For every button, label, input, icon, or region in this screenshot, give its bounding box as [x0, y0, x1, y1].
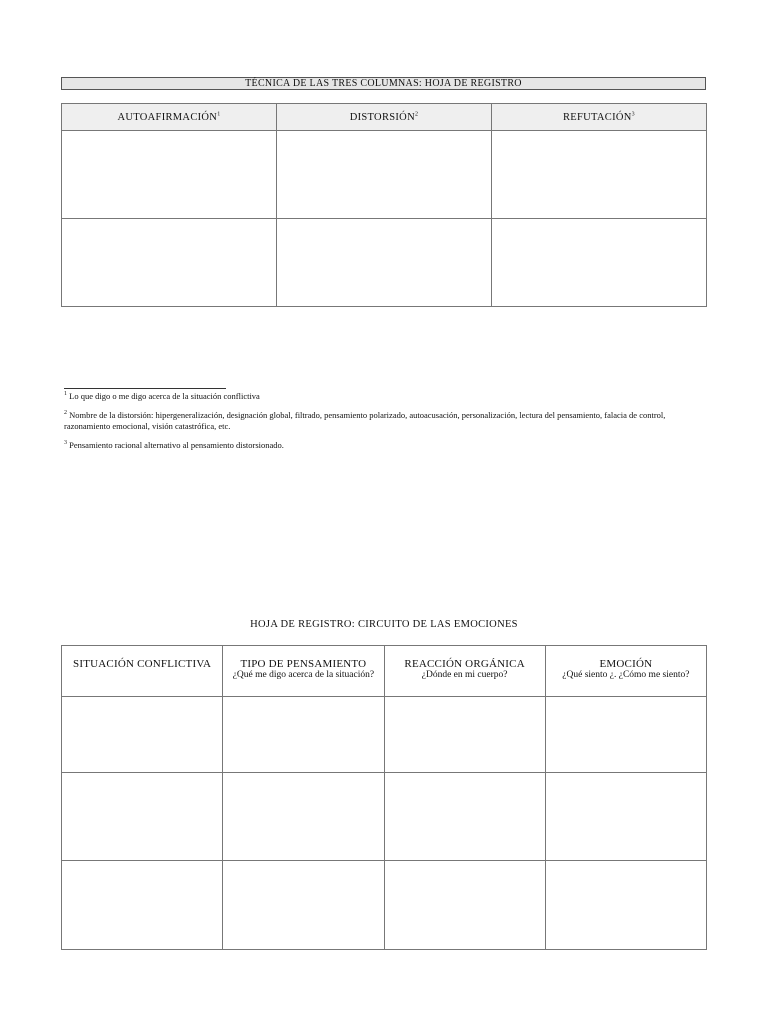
header-distorsion: DISTORSIÓN$^2$: [277, 104, 492, 131]
table2-title: HOJA DE REGISTRO: CIRCUITO DE LAS EMOCIONES: [250, 619, 518, 630]
table-row: [62, 773, 707, 861]
table-cell[interactable]: [62, 697, 223, 773]
table-cell[interactable]: [384, 697, 545, 773]
header-tipo-pensamiento: TIPO DE PENSAMIENTO ¿Qué me digo acerca de la situación?: [223, 646, 384, 697]
table-row: [62, 131, 707, 219]
table-cell[interactable]: [545, 861, 706, 950]
table-cell[interactable]: [277, 131, 492, 219]
header-situacion: SITUACIÓN CONFLICTIVA: [62, 646, 223, 697]
footnote-1: $^1$ Lo que digo o me digo acerca de la situación conflictiva: [64, 391, 260, 401]
emotions-circuit-table: [61, 645, 707, 950]
table-cell[interactable]: [277, 219, 492, 307]
table-cell[interactable]: [384, 861, 545, 950]
footnote-3: $^3$ Pensamiento racional alternativo al pensamiento distorsionado.: [64, 440, 284, 450]
table-cell[interactable]: [223, 861, 384, 950]
header-reaccion-organica: REACCIÓN ORGÁNICA ¿Dónde en mi cuerpo?: [384, 646, 545, 697]
header-emocion: EMOCIÓN ¿Qué siento ¿. ¿Cómo me siento?: [545, 646, 706, 697]
table-cell[interactable]: [223, 773, 384, 861]
table-header-row: [62, 646, 707, 697]
three-columns-table: [61, 103, 707, 307]
header-refutacion: REFUTACIÓN$^3$: [492, 104, 707, 131]
header-autoafirmacion: AUTOAFIRMACIÓN$^1$: [62, 104, 277, 131]
footnote-separator: [64, 388, 226, 389]
table-cell[interactable]: [545, 697, 706, 773]
footnote-2: $^2$ Nombre de la distorsión: hipergeneralización, designación global, filtrado, pensamiento polarizado, autoacusación, personalización, lectura del pensamiento, falacia de control, razonamiento emocional, visión catastrófica, etc.: [64, 410, 666, 431]
table-cell[interactable]: [384, 773, 545, 861]
table-cell[interactable]: [223, 697, 384, 773]
table-cell[interactable]: [62, 131, 277, 219]
table-cell[interactable]: [492, 131, 707, 219]
table-cell[interactable]: [62, 773, 223, 861]
footnotes: [64, 388, 704, 459]
table-cell[interactable]: [492, 219, 707, 307]
table-row: [62, 219, 707, 307]
table-cell[interactable]: [62, 861, 223, 950]
table-cell[interactable]: [545, 773, 706, 861]
table1-title: TÉCNICA DE LAS TRES COLUMNAS: HOJA DE REGISTRO: [61, 77, 706, 90]
table-cell[interactable]: [62, 219, 277, 307]
table-row: [62, 697, 707, 773]
table-header-row: [62, 104, 707, 131]
table-row: [62, 861, 707, 950]
